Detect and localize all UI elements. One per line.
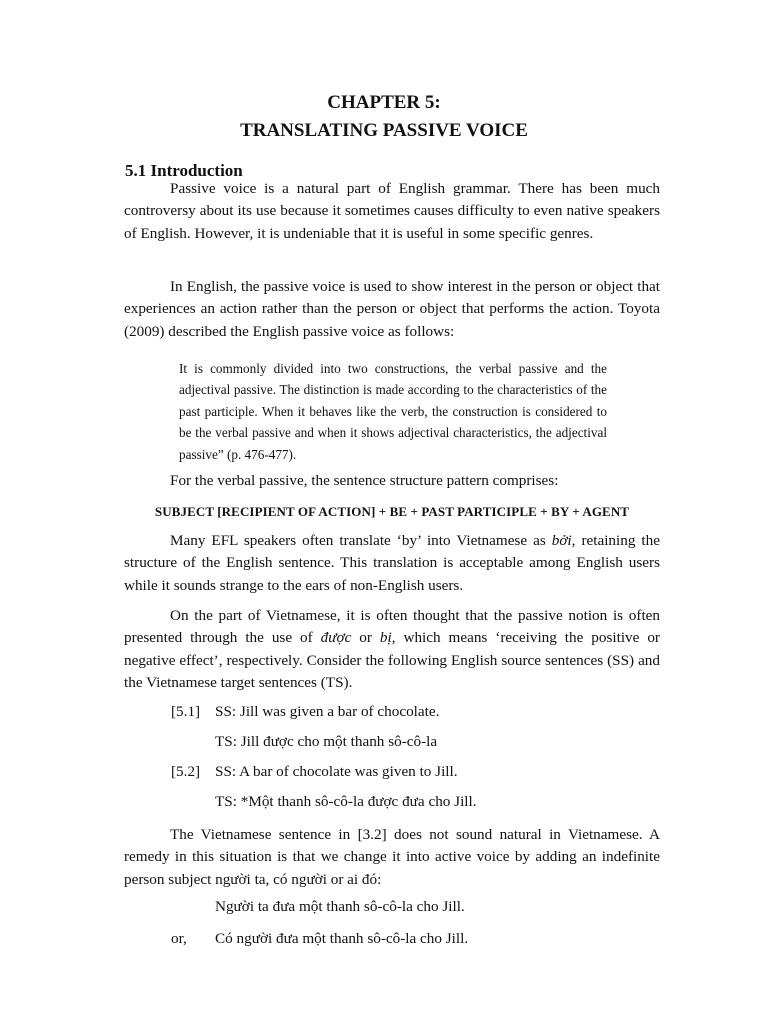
paragraph-6: The Vietnamese sentence in [3.2] does not sound natural in Vietnamese. A remedy in this situation is that we change it into active voice by adding an indefinite person subject người ta, có người or ai đó:	[124, 826, 660, 888]
paragraph-2: In English, the passive voice is used to show interest in the person or object that experiences an action rather than the person or object that performs the action. Toyota (2009) described the English passive voice as follows:	[124, 278, 660, 340]
alternative-sentence-1: Người ta đưa một thanh sô-cô-la cho Jill.	[215, 898, 465, 915]
section-heading: 5.1 Introduction	[125, 161, 243, 180]
italic-term-boi: bởi	[551, 532, 572, 549]
paragraph-1: Passive voice is a natural part of English grammar. There has been much controversy about its use because it sometimes causes difficulty to even native speakers of English. However, it is undeniable that it is useful in some specific genres.	[124, 180, 660, 242]
alternative-sentence-2: Có người đưa một thanh sô-cô-la cho Jill.	[215, 930, 469, 947]
example-number: [5.2]	[171, 763, 201, 780]
paragraph-4: Many EFL speakers often translate ‘by’ into Vietnamese as bởi, retaining the structure of the English sentence. This translation is acceptable among English users while it sounds strange to the ears of non-English users.	[124, 532, 660, 594]
paragraph-3: For the verbal passive, the sentence structure pattern comprises:	[170, 472, 559, 489]
example-target-sentence: TS: Jill được cho một thanh sô-cô-la	[215, 733, 438, 750]
chapter-title: TRANSLATING PASSIVE VOICE	[240, 120, 528, 141]
paragraph-5: On the part of Vietnamese, it is often thought that the passive notion is often presented through the use of được or bị, which means ‘receiving the positive or negative effect’, respectively. Consider the following English source sentences (SS) and the Vietnamese target sentences (TS).	[124, 607, 660, 691]
example-source-sentence: SS: A bar of chocolate was given to Jill.	[215, 763, 458, 780]
italic-term-bi: bị	[379, 629, 392, 647]
example-number: [5.1]	[171, 703, 201, 720]
structure-pattern: SUBJECT [RECIPIENT OF ACTION] + BE + PAST PARTICIPLE + BY + AGENT	[154, 504, 630, 519]
or-label: or,	[171, 930, 187, 947]
block-quote: It is commonly divided into two constructions, the verbal passive and the adjectival passive. The distinction is made according to the characteristics of the past participle. When it behaves like the verb, the construction is considered to be the verbal passive and when it shows adjectival characteristics, the adjectival passive” (p. 476-477).	[179, 361, 607, 462]
example-source-sentence: SS: Jill was given a bar of chocolate.	[215, 703, 440, 720]
italic-term-duoc: được	[320, 629, 352, 647]
example-target-sentence: TS: *Một thanh sô-cô-la được đưa cho Jill.	[215, 793, 477, 810]
chapter-number: CHAPTER 5:	[327, 92, 441, 113]
